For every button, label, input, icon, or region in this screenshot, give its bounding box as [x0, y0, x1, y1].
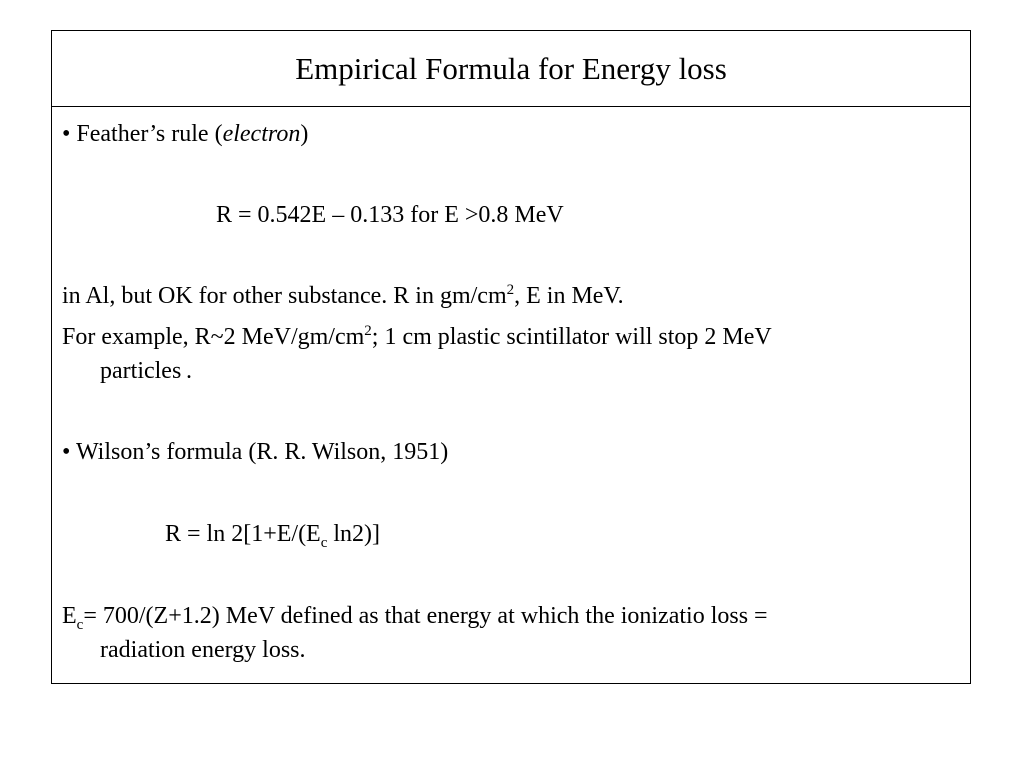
wilson-formula-tail: ln2)] [327, 521, 381, 547]
feather-example-tail: ; 1 cm plastic scintillator will stop 2 MeV [371, 324, 772, 350]
feather-example-text: For example, R~2 MeV/gm/cm [62, 324, 365, 350]
wilson-formula [165, 519, 380, 549]
slide-title-bar [52, 31, 970, 107]
feather-rule-close: ) [300, 121, 309, 147]
feather-example-superscript: 2 [364, 323, 372, 339]
slide-frame [51, 30, 971, 684]
feather-note-tail: , E in MeV. [514, 283, 624, 309]
slide-title: Empirical Formula for Energy loss [295, 50, 727, 86]
feather-example-cont-word: particles [100, 358, 182, 384]
critical-energy-definition [62, 601, 768, 631]
wilson-heading-text: Wilson’s formula (R. R. Wilson, 1951) [75, 439, 449, 465]
ec-definition-text: = 700/(Z+1.2) MeV defined as that energy at which the ionizatio loss = [83, 603, 768, 629]
bullet-glyph: • [62, 121, 71, 147]
feather-rule-text: Feather’s rule ( [76, 121, 223, 147]
feather-example-continuation [62, 356, 192, 388]
critical-energy-continuation: radiation energy loss. [100, 637, 306, 663]
ec-subscript: c [76, 616, 84, 633]
feather-rule-italic: electron [222, 121, 301, 147]
feather-rule-heading [62, 119, 308, 149]
slide-body [52, 107, 970, 685]
feather-note-superscript: 2 [506, 282, 515, 298]
feather-example-cont-dot: . [186, 358, 193, 384]
ec-symbol: E [62, 603, 77, 629]
feather-formula: R = 0.542E – 0.133 for E >0.8 MeV [216, 202, 564, 228]
wilson-formula-text: R = ln 2[1+E/(E [165, 521, 321, 547]
wilson-formula-subscript: c [320, 534, 328, 551]
feather-note [62, 281, 624, 311]
feather-example [62, 322, 772, 352]
feather-note-text: in Al, but OK for other substance. R in gm/cm [62, 283, 507, 309]
wilson-heading [62, 437, 448, 467]
bullet-glyph: • [62, 439, 71, 465]
